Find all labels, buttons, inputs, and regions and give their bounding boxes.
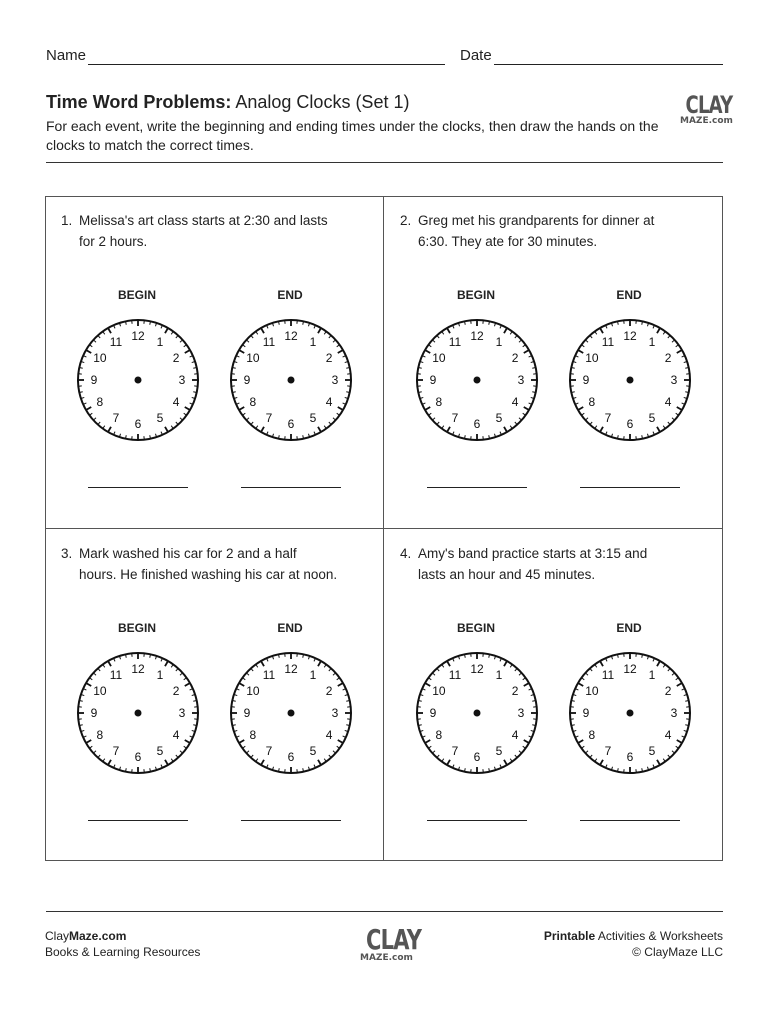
clock-number: 6 <box>626 750 634 764</box>
minute-tick <box>489 435 490 438</box>
minute-tick <box>193 392 196 393</box>
clock-number: 7 <box>265 411 273 426</box>
minute-tick <box>279 655 280 658</box>
clock-number: 1 <box>309 334 317 349</box>
minute-tick <box>126 435 127 438</box>
clock-number: 12 <box>623 662 637 676</box>
footer-brand <box>45 928 200 960</box>
minute-tick <box>346 701 349 702</box>
problem-text-line1: Amy's band practice starts at 3:15 and <box>418 546 648 561</box>
instructions: For each event, write the beginning and ending times under the clocks, then draw the hands on the clocks to match the correct times. <box>46 118 659 153</box>
clock-number: 10 <box>585 351 599 365</box>
minute-tick <box>618 768 619 771</box>
footer-tagline: Books & Learning Resources <box>45 945 201 959</box>
clock-number: 4 <box>511 728 519 742</box>
minute-tick <box>303 322 304 325</box>
clock-number: 7 <box>112 411 120 426</box>
name-field[interactable] <box>88 64 445 65</box>
analog-clock-end[interactable] <box>225 647 357 779</box>
begin-time-answer-line[interactable] <box>88 487 188 488</box>
end-label: END <box>616 288 642 302</box>
problem-text-line1: Mark washed his car for 2 and a half <box>79 546 297 561</box>
minute-tick <box>685 392 688 393</box>
analog-clock-end[interactable] <box>564 314 696 446</box>
clock-number: 2 <box>172 684 180 698</box>
end-time-answer-line[interactable] <box>580 487 680 488</box>
clock-number: 9 <box>429 706 437 720</box>
date-field[interactable] <box>494 64 723 65</box>
minute-tick <box>233 392 236 393</box>
clock-number: 9 <box>582 373 590 387</box>
minute-tick <box>193 368 196 369</box>
minute-tick <box>346 725 349 726</box>
clock-number: 11 <box>601 667 615 682</box>
minute-tick <box>618 322 619 325</box>
minute-tick <box>465 435 466 438</box>
minute-tick <box>126 655 127 658</box>
clock-number: 6 <box>287 417 295 431</box>
clock-number: 10 <box>432 351 446 365</box>
minute-tick <box>150 655 151 658</box>
minute-tick <box>618 655 619 658</box>
clock-center-dot <box>288 710 295 717</box>
clock-number: 8 <box>588 395 596 409</box>
minute-tick <box>233 725 236 726</box>
clock-number: 12 <box>131 662 145 676</box>
minute-tick <box>572 725 575 726</box>
clock-number: 12 <box>284 329 298 343</box>
problem-number: 2. <box>400 213 412 228</box>
clock-number: 5 <box>309 411 317 426</box>
footer-brand-bold: Maze.com <box>69 929 127 943</box>
problem-text-line1: Melissa's art class starts at 2:30 and lasts <box>79 213 328 228</box>
clock-number: 8 <box>435 395 443 409</box>
minute-tick <box>233 368 236 369</box>
clock-center-dot <box>474 710 481 717</box>
minute-tick <box>419 368 422 369</box>
minute-tick <box>489 768 490 771</box>
clock-number: 3 <box>670 373 678 387</box>
problem-text-line2: lasts an hour and 45 minutes. <box>418 567 596 582</box>
clock-number: 12 <box>470 329 484 343</box>
end-time-answer-line[interactable] <box>241 487 341 488</box>
problem-text-line2: hours. He finished washing his car at noon. <box>79 567 338 582</box>
minute-tick <box>346 392 349 393</box>
clock-number: 2 <box>664 684 672 698</box>
clock-number: 4 <box>325 728 333 742</box>
minute-tick <box>489 322 490 325</box>
clock-number: 1 <box>648 334 656 349</box>
clock-number: 8 <box>249 728 257 742</box>
clock-number: 11 <box>448 334 462 349</box>
clock-number: 1 <box>309 667 317 682</box>
clock-number: 11 <box>262 334 276 349</box>
minute-tick <box>80 725 83 726</box>
clock-number: 8 <box>588 728 596 742</box>
clock-number: 2 <box>172 351 180 365</box>
minute-tick <box>126 768 127 771</box>
analog-clock-end[interactable] <box>564 647 696 779</box>
analog-clock-begin[interactable] <box>411 314 543 446</box>
clock-number: 9 <box>90 373 98 387</box>
problem-cell-3 <box>45 529 383 861</box>
clock-number: 7 <box>604 411 612 426</box>
clock-number: 1 <box>495 667 503 682</box>
minute-tick <box>465 655 466 658</box>
clock-number: 8 <box>435 728 443 742</box>
minute-tick <box>80 368 83 369</box>
minute-tick <box>642 655 643 658</box>
clock-number: 11 <box>262 667 276 682</box>
analog-clock-end[interactable] <box>225 314 357 446</box>
clock-center-dot <box>627 377 634 384</box>
clock-number: 11 <box>109 667 123 682</box>
begin-label: BEGIN <box>117 288 156 302</box>
clock-number: 7 <box>112 744 120 759</box>
minute-tick <box>532 725 535 726</box>
minute-tick <box>532 368 535 369</box>
title-bold: Time Word Problems: <box>46 92 232 112</box>
begin-label: BEGIN <box>456 621 495 635</box>
minute-tick <box>193 725 196 726</box>
clock-number: 8 <box>96 728 104 742</box>
begin-label: BEGIN <box>456 288 495 302</box>
clock-number: 3 <box>670 706 678 720</box>
clock-number: 1 <box>495 334 503 349</box>
minute-tick <box>642 768 643 771</box>
clock-number: 6 <box>473 750 481 764</box>
problem-text-line2: for 2 hours. <box>79 234 148 249</box>
clock-number: 2 <box>325 684 333 698</box>
minute-tick <box>642 435 643 438</box>
minute-tick <box>150 768 151 771</box>
end-label: END <box>277 288 303 302</box>
minute-tick <box>279 435 280 438</box>
clock-number: 4 <box>172 395 180 409</box>
clock-number: 9 <box>243 706 251 720</box>
clock-number: 4 <box>172 728 180 742</box>
clock-number: 4 <box>325 395 333 409</box>
clock-number: 5 <box>495 744 503 759</box>
minute-tick <box>532 701 535 702</box>
end-time-answer-line[interactable] <box>580 820 680 821</box>
clock-number: 11 <box>601 334 615 349</box>
date-label: Date <box>460 47 492 64</box>
minute-tick <box>126 322 127 325</box>
clock-center-dot <box>135 377 142 384</box>
clock-number: 3 <box>178 706 186 720</box>
name-label: Name <box>46 47 87 64</box>
begin-time-answer-line[interactable] <box>88 820 188 821</box>
problem-cell-1 <box>45 196 383 528</box>
footer-logo-sub: MAZE.com <box>360 953 413 963</box>
clock-number: 5 <box>495 411 503 426</box>
minute-tick <box>303 655 304 658</box>
minute-tick <box>419 725 422 726</box>
minute-tick <box>465 768 466 771</box>
footer-right-rest: Activities & Worksheets <box>595 929 723 943</box>
clock-center-dot <box>627 710 634 717</box>
analog-clock-begin[interactable] <box>72 314 204 446</box>
clock-center-dot <box>474 377 481 384</box>
clock-number: 10 <box>246 684 260 698</box>
minute-tick <box>233 701 236 702</box>
clock-number: 6 <box>134 750 142 764</box>
clock-number: 10 <box>93 684 107 698</box>
clock-number: 7 <box>451 411 459 426</box>
analog-clock-begin[interactable] <box>411 647 543 779</box>
clock-number: 10 <box>585 684 599 698</box>
problem-cell-4 <box>384 529 722 861</box>
clock-number: 5 <box>648 411 656 426</box>
minute-tick <box>419 701 422 702</box>
clock-number: 3 <box>331 373 339 387</box>
clock-number: 6 <box>287 750 295 764</box>
clock-number: 3 <box>178 373 186 387</box>
clock-number: 4 <box>511 395 519 409</box>
clock-center-dot <box>288 377 295 384</box>
problem-number: 3. <box>61 546 73 561</box>
minute-tick <box>150 322 151 325</box>
begin-label: BEGIN <box>117 621 156 635</box>
minute-tick <box>685 368 688 369</box>
minute-tick <box>150 435 151 438</box>
problem-text-line1: Greg met his grandparents for dinner at <box>418 213 655 228</box>
clock-number: 4 <box>664 728 672 742</box>
clock-number: 10 <box>246 351 260 365</box>
clock-number: 9 <box>429 373 437 387</box>
logo-word: CLAY <box>685 91 733 119</box>
clock-center-dot <box>135 710 142 717</box>
clock-number: 12 <box>470 662 484 676</box>
problem-text-line2: 6:30. They ate for 30 minutes. <box>418 234 598 249</box>
clock-number: 3 <box>517 706 525 720</box>
minute-tick <box>80 392 83 393</box>
footer-copyright: © ClayMaze LLC <box>632 945 723 959</box>
minute-tick <box>532 392 535 393</box>
clock-number: 7 <box>265 744 273 759</box>
minute-tick <box>279 322 280 325</box>
clock-number: 4 <box>664 395 672 409</box>
clock-number: 8 <box>96 395 104 409</box>
clock-number: 9 <box>582 706 590 720</box>
clock-number: 10 <box>93 351 107 365</box>
end-label: END <box>277 621 303 635</box>
footer-logo-word: CLAY <box>366 923 422 956</box>
clock-number: 2 <box>664 351 672 365</box>
minute-tick <box>303 768 304 771</box>
footer-logo <box>360 923 422 963</box>
clock-number: 7 <box>451 744 459 759</box>
clock-number: 5 <box>156 744 164 759</box>
clock-number: 3 <box>517 373 525 387</box>
clock-number: 2 <box>325 351 333 365</box>
clock-number: 5 <box>309 744 317 759</box>
minute-tick <box>489 655 490 658</box>
page-title <box>46 92 409 113</box>
minute-tick <box>572 701 575 702</box>
title-rest: Analog Clocks (Set 1) <box>231 92 410 112</box>
minute-tick <box>685 701 688 702</box>
clock-number: 9 <box>243 373 251 387</box>
clock-number: 9 <box>90 706 98 720</box>
minute-tick <box>685 725 688 726</box>
minute-tick <box>572 392 575 393</box>
minute-tick <box>419 392 422 393</box>
clock-number: 1 <box>156 667 164 682</box>
end-label: END <box>616 621 642 635</box>
minute-tick <box>193 701 196 702</box>
clock-number: 3 <box>331 706 339 720</box>
clock-number: 12 <box>623 329 637 343</box>
minute-tick <box>618 435 619 438</box>
minute-tick <box>642 322 643 325</box>
clock-number: 11 <box>448 667 462 682</box>
clock-number: 8 <box>249 395 257 409</box>
analog-clock-begin[interactable] <box>72 647 204 779</box>
clock-number: 12 <box>131 329 145 343</box>
clock-number: 2 <box>511 351 519 365</box>
claymaze-logo <box>680 91 733 126</box>
footer-right-bold: Printable <box>543 929 596 943</box>
footer-rule <box>46 911 723 912</box>
begin-time-answer-line[interactable] <box>427 487 527 488</box>
clock-number: 1 <box>156 334 164 349</box>
problem-cell-2 <box>384 196 722 528</box>
clock-number: 2 <box>511 684 519 698</box>
clock-number: 6 <box>626 417 634 431</box>
begin-time-answer-line[interactable] <box>427 820 527 821</box>
clock-number: 5 <box>156 411 164 426</box>
clock-number: 6 <box>473 417 481 431</box>
minute-tick <box>346 368 349 369</box>
footer-right <box>544 928 723 960</box>
clock-number: 7 <box>604 744 612 759</box>
minute-tick <box>303 435 304 438</box>
clock-number: 1 <box>648 667 656 682</box>
clock-number: 11 <box>109 334 123 349</box>
clock-number: 5 <box>648 744 656 759</box>
clock-number: 10 <box>432 684 446 698</box>
logo-sub: MAZE.com <box>680 116 733 126</box>
minute-tick <box>80 701 83 702</box>
clock-number: 12 <box>284 662 298 676</box>
footer-brand-plain: Clay <box>45 929 70 943</box>
problem-number: 4. <box>400 546 412 561</box>
problem-number: 1. <box>61 213 73 228</box>
minute-tick <box>279 768 280 771</box>
clock-number: 6 <box>134 417 142 431</box>
minute-tick <box>465 322 466 325</box>
header-rule <box>46 162 723 163</box>
minute-tick <box>572 368 575 369</box>
end-time-answer-line[interactable] <box>241 820 341 821</box>
